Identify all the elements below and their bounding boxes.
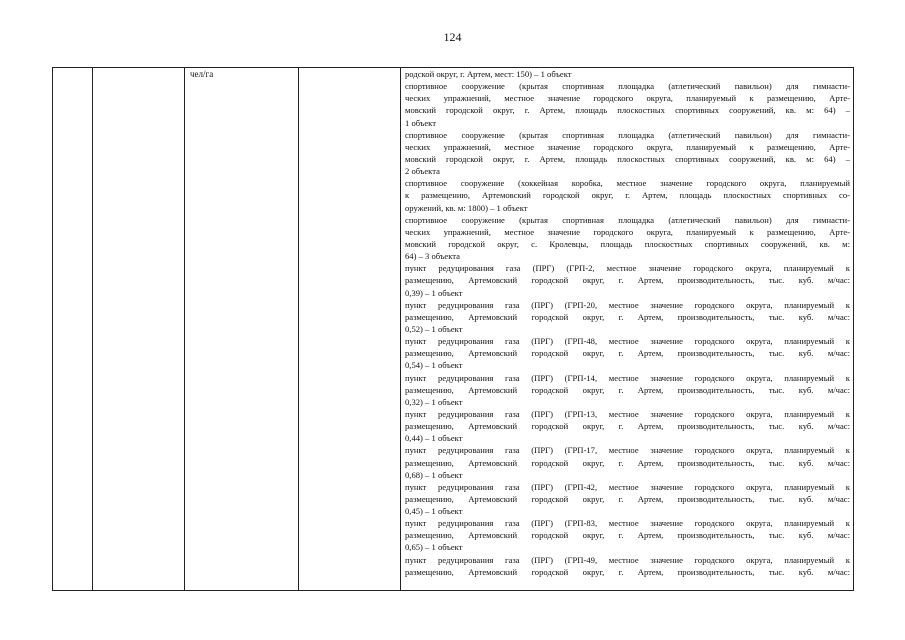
text-line: пункт редуцирования газа (ПРГ) (ГРП-2, местное значение городского округа, планируемый к [405, 263, 850, 274]
text-line: спортивное сооружение (хоккейная коробка, местное значение городского округа, планируемый [405, 178, 850, 189]
text-line: пункт редуцирования газа (ПРГ) (ГРП-83, местное значение городского округа, планируемый к [405, 518, 850, 529]
text-line: ческих упражнений, местное значение городского округа, планируемый к размещению, Арте- [405, 93, 850, 104]
unit-label: чел/га [190, 69, 214, 79]
text-line: 1 объект [405, 117, 436, 128]
text-line: размещению, Артемовский городской округ, г. Артем, производительность, тыс. куб. м/час: [405, 530, 850, 541]
text-line: 0,68) – 1 объект [405, 469, 463, 480]
text-line: размещению, Артемовский городской округ, г. Артем, производительность, тыс. куб. м/час: [405, 493, 850, 504]
text-line: спортивное сооружение (крытая спортивная площадка (атлетический павильон) для гимнасти- [405, 81, 850, 92]
text-line: ческих упражнений, местное значение городского округа, планируемый к размещению, Арте- [405, 226, 850, 237]
text-line: ческих упражнений, местное значение городского округа, планируемый к размещению, Арте- [405, 141, 850, 152]
text-line: 64) – 3 объекта [405, 251, 460, 262]
text-line: мовский городской округ, г. Артем, площадь плоскостных спортивных сооружений, кв. м: 64) – [405, 153, 850, 164]
text-line: спортивное сооружение (крытая спортивная площадка (атлетический павильон) для гимнасти- [405, 214, 850, 225]
text-line: пункт редуцирования газа (ПРГ) (ГРП-13, местное значение городского округа, планируемый к [405, 408, 850, 419]
table-column-4 [299, 68, 401, 590]
text-line: оружений, кв. м: 1800) – 1 объект [405, 202, 528, 213]
text-line: размещению, Артемовский городской округ, г. Артем, производительность, тыс. куб. м/час: [405, 457, 850, 468]
table-column-2 [93, 68, 185, 590]
page-number: 124 [443, 30, 462, 44]
text-line: пункт редуцирования газа (ПРГ) (ГРП-20, местное значение городского округа, планируемый к [405, 299, 850, 310]
text-line: размещению, Артемовский городской округ, г. Артем, производительность, тыс. куб. м/час: [405, 384, 850, 395]
text-line: пункт редуцирования газа (ПРГ) (ГРП-42, местное значение городского округа, планируемый к [405, 481, 850, 492]
table-column-unit [185, 68, 299, 590]
text-line: 0,44) – 1 объект [405, 433, 463, 444]
text-line: 0,54) – 1 объект [405, 360, 463, 371]
text-line: 0,32) – 1 объект [405, 396, 463, 407]
text-line: размещению, Артемовский городской округ, г. Артем, производительность, тыс. куб. м/час: [405, 421, 850, 432]
text-line: размещению, Артемовский городской округ, г. Артем, производительность, тыс. куб. м/час: [405, 275, 850, 286]
text-line: к размещению, Артемовский городской округ, г. Артем, площадь плоскостных спортивных со- [405, 190, 850, 201]
text-line: 0,52) – 1 объект [405, 323, 463, 334]
text-line: размещению, Артемовский городской округ, г. Артем, производительность, тыс. куб. м/час: [405, 348, 850, 359]
text-line: мовский городской округ, г. Артем, площадь плоскостных спортивных сооружений, кв. м: 64) – [405, 105, 850, 116]
text-line: мовский городской округ, с. Кролевцы, площадь плоскостных спортивных сооружений, кв. м: [405, 238, 850, 249]
document-table [52, 67, 854, 591]
text-line: 0,39) – 1 объект [405, 287, 463, 298]
text-line: пункт редуцирования газа (ПРГ) (ГРП-49, местное значение городского округа, планируемый к [405, 554, 850, 565]
text-line: 0,45) – 1 объект [405, 506, 463, 517]
table-column-description [401, 68, 853, 590]
description-text [405, 68, 850, 578]
text-line: пункт редуцирования газа (ПРГ) (ГРП-17, местное значение городского округа, планируемый к [405, 445, 850, 456]
text-line: спортивное сооружение (крытая спортивная площадка (атлетический павильон) для гимнасти- [405, 129, 850, 140]
text-line: 0,65) – 1 объект [405, 542, 463, 553]
text-line: пункт редуцирования газа (ПРГ) (ГРП-48, местное значение городского округа, планируемый к [405, 336, 850, 347]
text-line: размещению, Артемовский городской округ, г. Артем, производительность, тыс. куб. м/час: [405, 566, 850, 577]
text-line: размещению, Артемовский городской округ, г. Артем, производительность, тыс. куб. м/час: [405, 311, 850, 322]
text-line: родской округ, г. Артем, мест: 150) – 1 объект [405, 69, 572, 79]
table-column-1 [53, 68, 93, 590]
text-line: 2 объекта [405, 166, 440, 177]
text-line: пункт редуцирования газа (ПРГ) (ГРП-14, местное значение городского округа, планируемый к [405, 372, 850, 383]
